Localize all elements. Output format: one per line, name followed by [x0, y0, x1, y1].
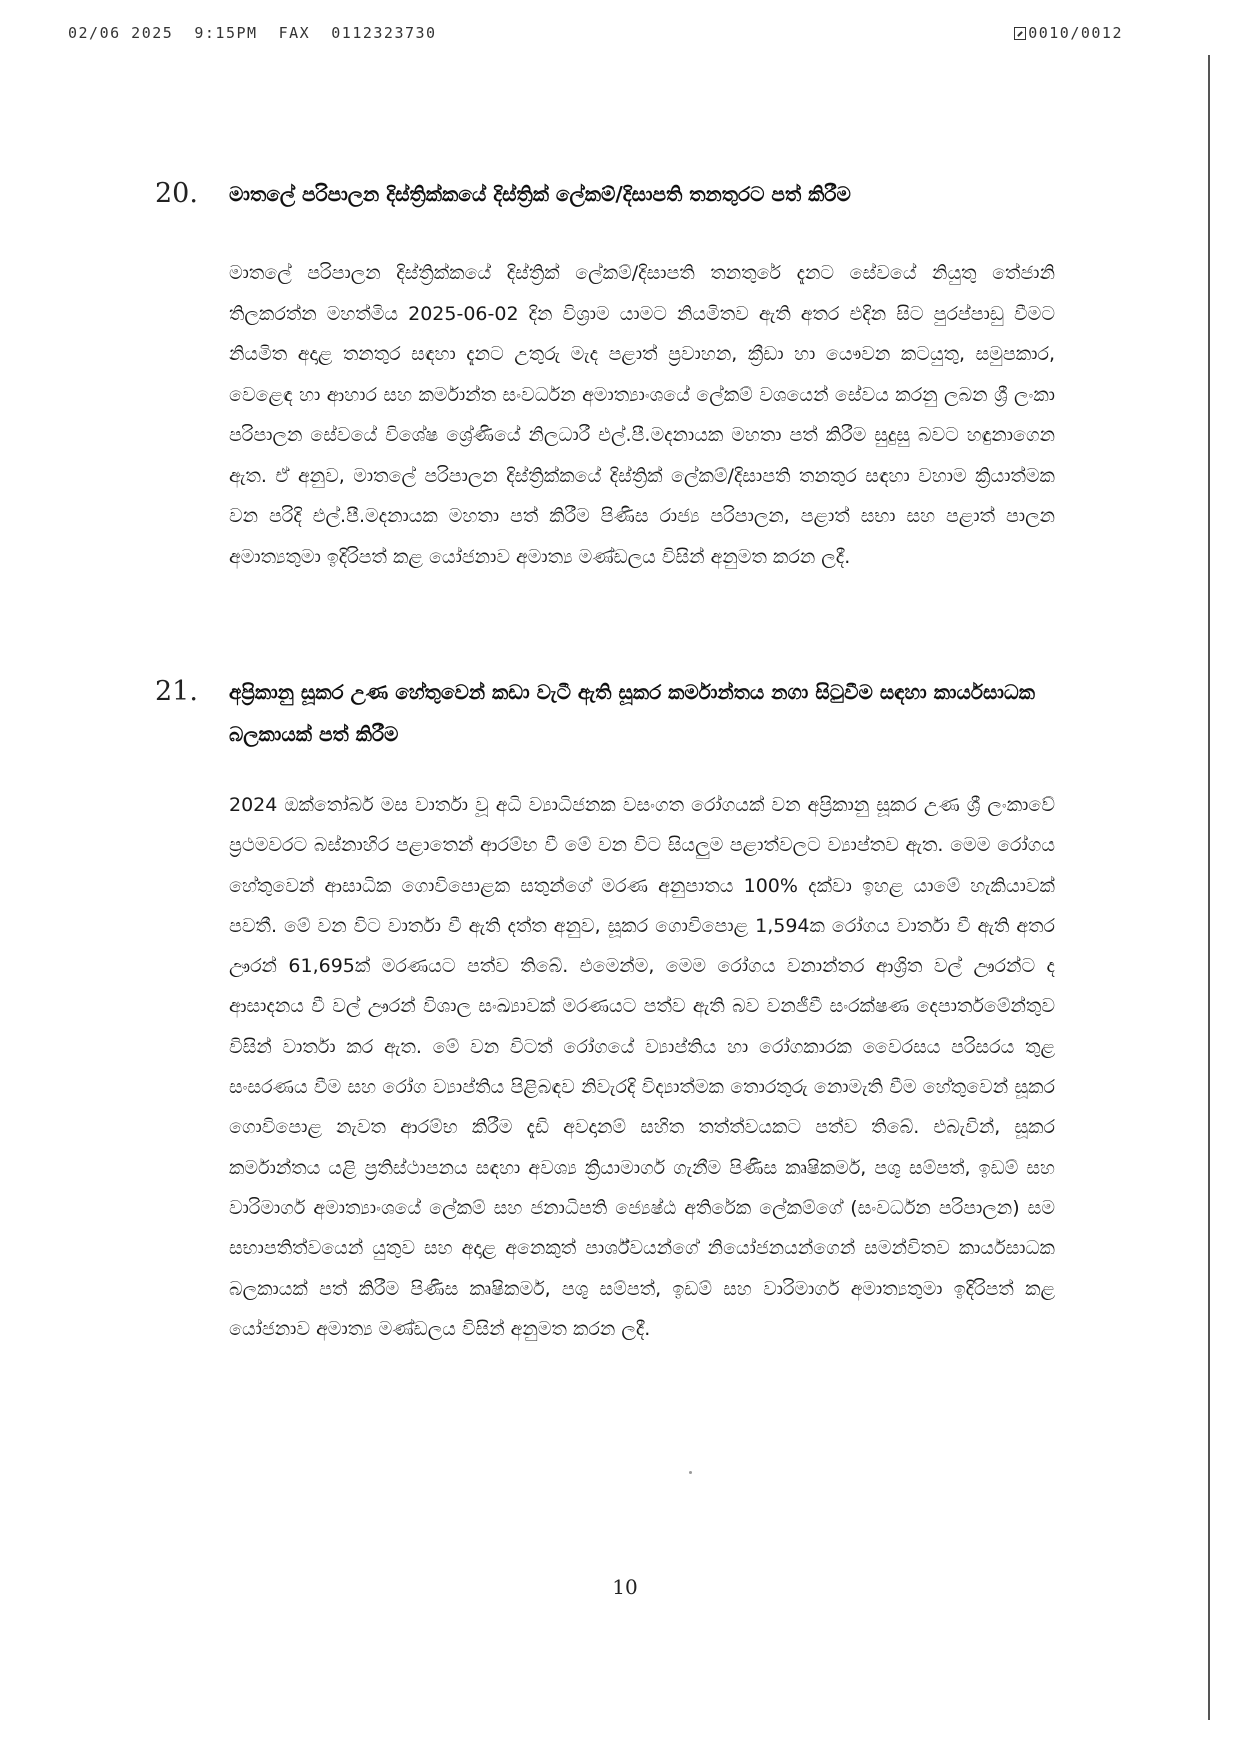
- section-number: 20.: [155, 178, 198, 209]
- section-number: 21.: [155, 676, 198, 707]
- fax-header: [68, 24, 1123, 48]
- section-heading: මාතලේ පරිපාලන දිස්ත්‍රික්කයේ දිස්ත්‍රික් ලේකම්/දිසාපති තනතුරට පත් කිරීම: [229, 182, 851, 206]
- checkbox-icon: [1014, 27, 1026, 40]
- fax-number: 0112323730: [331, 24, 437, 42]
- section-body: 2024 ඔක්තෝබර් මස වාර්තා වූ අධි ව්‍යාධිජනක වසංගත රෝගයක් වන අප්‍රිකානු සූකර උණ ශ්‍රී ලංකාවේ ප්‍රථමවරට බස්නාහිර පළාතෙන් ආරම්භ වී මේ වන විට සියලුම පළාත්වලට ව්‍යාප්තව ඇත. මෙම රෝගය හේතුවෙන් ආසාධික ගොවිපොළක සතුන්ගේ මරණ අනුපාතය 100% දක්වා ඉහළ යාමේ හැකියාවක් පවතී. මේ වන විට වාර්තා වී ඇති දත්ත අනුව, සූකර ගොවිපොළ 1,594ක රෝගය වාර්තා වී ඇති අතර ඌරන් 61,695ක් මරණයට පත්ව තිබේ. එමෙන්ම, මෙම රෝගය වනාන්තර ආශ්‍රිත වල් ඌරන්ට ද ආසාදනය වී වල් ඌරන් විශාල සංඛ්‍යාවක් මරණයට පත්ව ඇති බව වනජීවී සංරක්ෂණ දෙපාර්තමේන්තුව විසින් වාර්තා කර ඇත. මේ වන විටත් රෝගයේ ව්‍යාප්තිය හා රෝගකාරක වෛරසය පරිසරය තුළ සංසරණය වීම සහ රෝග ව්‍යාප්තිය පිළිබඳව නිවැරදි විද්‍යාත්මක තොරතුරු නොමැති වීම හේතුවෙන් සූකර ගොවිපොළ නැවත ආරම්භ කිරීම දැඩි අවදානම් සහිත තත්ත්වයකට පත්ව තිබේ. එබැවින්, සූකර කර්මාන්තය යළි ප්‍රතිස්ථාපනය සඳහා අවශ්‍ය ක්‍රියාමාර්ග ගැනීම පිණිස කෘෂිකර්ම, පශු සම්පත්, ඉඩම් සහ වාරිමාර්ග අමාත්‍යාංශයේ ලේකම් සහ ජනාධිපති ජ්‍යෙෂ්ඨ අතිරේක ලේකම්ගේ (සංවර්ධන පරිපාලන) සම සභාපතිත්වයෙන් යුතුව සහ අදාළ අනෙකුත් පාර්ශ්වයන්ගේ නියෝජනයන්ගෙන් සමන්විතව කාර්යසාධක බලකායක් පත් කිරීම පිණිස කෘෂිකර්ම, පශු සම්පත්, ඉඩම් සහ වාරිමාර්ග අමාත්‍යතුමා ඉදිරිපත් කළ යෝජනාව අමාත්‍ය මණ්ඩලය විසින් අනුමත කරන ලදී.: [229, 794, 1055, 1340]
- fax-page-indicator: 0010/0012: [1028, 24, 1123, 42]
- section-heading: අප්‍රිකානු සූකර උණ හේතුවෙන් කඩා වැටී ඇති සූකර කර්මාන්තය නගා සිටුවීම සඳහා කාර්යසාධක බලකායක් පත් කිරීම: [229, 680, 1035, 746]
- section-body: මාතලේ පරිපාලන දිස්ත්‍රික්කයේ දිස්ත්‍රික් ලේකම්/දිසාපති තනතුරේ දැනට සේවයේ නියුතු තේජානි තිලකරත්න මහත්මිය 2025-06-02 දින විශ්‍රාම යාමට නියමිතව ඇති අතර එදින සිට පුරප්පාඩු වීමට නියමිත අදාළ තනතුර සඳහා දැනට උතුරු මැද පළාත් ප්‍රවාහන, ක්‍රීඩා හා යෞවන කටයුතු, සමුපකාර, වෙළෙඳ හා ආහාර සහ කර්මාන්ත සංවර්ධන අමාත්‍යාංශයේ ලේකම් වශයෙන් සේවය කරනු ලබන ශ්‍රී ලංකා පරිපාලන සේවයේ විශේෂ ශ්‍රේණියේ නිලධාරී එල්.පී.මදනායක මහතා පත් කිරීම සුදුසු බවට හඳුනාගෙන ඇත. ඒ අනුව, මාතලේ පරිපාලන දිස්ත්‍රික්කයේ දිස්ත්‍රික් ලේකම්/දිසාපති තනතුර සඳහා වහාම ක්‍රියාත්මක වන පරිදි එල්.පී.මදනායක මහතා පත් කිරීම පිණිස රාජ්‍ය පරිපාලන, පළාත් සභා සහ පළාත් පාලන අමාත්‍යතුමා ඉදිරිපත් කළ යෝජනාව අමාත්‍ය මණ්ඩලය විසින් අනුමත කරන ලදී.: [229, 262, 1055, 568]
- fax-label: FAX: [278, 24, 311, 42]
- fax-header-left: [68, 24, 437, 42]
- scan-speck: [689, 1471, 692, 1474]
- fax-header-right: [1014, 24, 1123, 42]
- page-number: 10: [612, 1575, 638, 1599]
- page-edge-line: [1208, 55, 1210, 1720]
- fax-date: 02/06 2025: [68, 24, 174, 42]
- fax-time: 9:15PM: [194, 24, 258, 42]
